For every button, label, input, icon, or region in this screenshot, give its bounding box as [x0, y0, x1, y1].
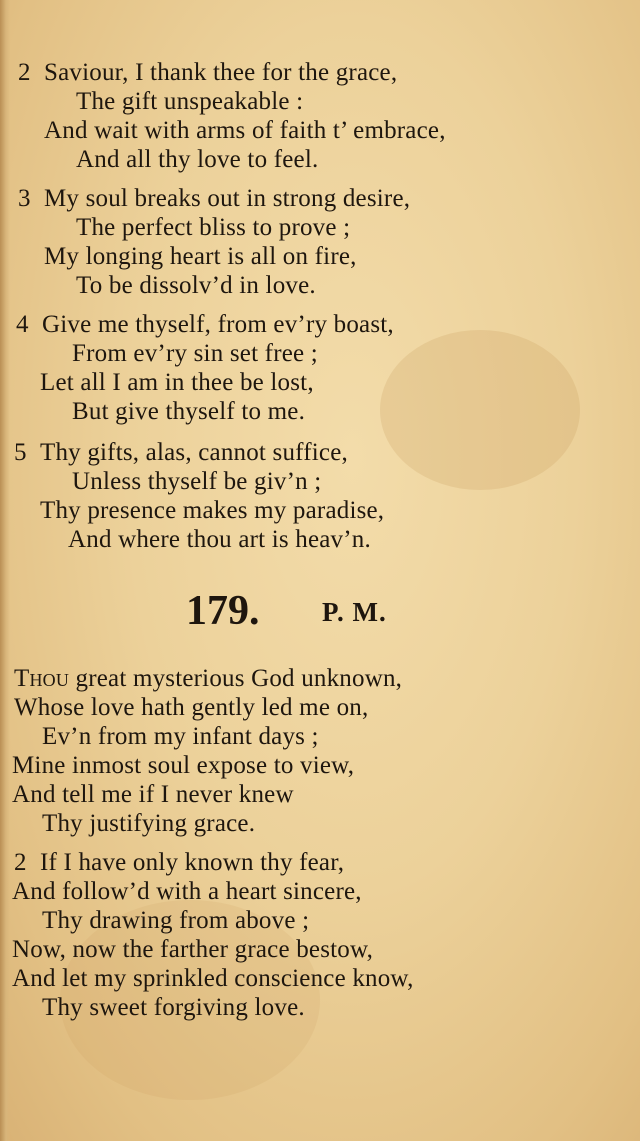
verse-line: Give me thyself, from ev’ry boast,	[42, 311, 394, 338]
stanza-number: 2	[18, 59, 31, 86]
verse-line: Thy drawing from above ;	[42, 907, 310, 934]
hymn-heading	[0, 586, 640, 636]
verse-line: My longing heart is all on fire,	[44, 243, 357, 270]
verse-line: Thy gifts, alas, cannot suffice,	[40, 439, 348, 466]
stanza-number: 2	[14, 849, 27, 876]
verse-line: And follow’d with a heart sincere,	[12, 878, 362, 905]
verse-line: If I have only known thy fear,	[40, 849, 345, 876]
verse-line: Ev’n from my infant days ;	[42, 723, 319, 750]
verse-line: great mysterious God unknown,	[69, 665, 403, 692]
stanza-number: 5	[14, 439, 27, 466]
verse-line: Thy sweet forgiving love.	[42, 994, 305, 1021]
verse-line: Now, now the farther grace bestow,	[12, 936, 374, 963]
verse-line: Thy presence makes my paradise,	[40, 497, 385, 524]
verse-line: The perfect bliss to prove ;	[76, 214, 351, 241]
verse-line: The gift unspeakable :	[76, 88, 304, 115]
stanza-number: 3	[18, 185, 31, 212]
verse-line: And let my sprinkled conscience know,	[12, 965, 414, 992]
paper-stain	[380, 330, 580, 490]
verse-line: Let all I am in thee be lost,	[40, 369, 314, 396]
stanza-number: 4	[16, 311, 29, 338]
verse-line: From ev’ry sin set free ;	[72, 340, 318, 367]
verse-line: Saviour, I thank thee for the grace,	[44, 59, 398, 86]
verse-line: Mine inmost soul expose to view,	[12, 752, 355, 779]
verse-line: My soul breaks out in strong desire,	[44, 185, 411, 212]
first-word: Thou	[14, 665, 70, 692]
hymn-meter: P. M.	[322, 597, 387, 627]
verse-line: And where thou art is heav’n.	[68, 526, 371, 553]
verse-line: And tell me if I never knew	[12, 781, 294, 808]
hymn-number: 179.	[186, 588, 260, 634]
verse-line: And all thy love to feel.	[76, 146, 319, 173]
verse-line: And wait with arms of faith t’ embrace,	[44, 117, 446, 144]
verse-line: Whose love hath gently led me on,	[14, 694, 369, 721]
verse-line: But give thyself to me.	[72, 398, 306, 425]
verse-line: To be dissolv’d in love.	[76, 272, 316, 299]
page-edge	[0, 0, 10, 1141]
verse-line: Unless thyself be giv’n ;	[72, 468, 322, 495]
verse-line: Thy justifying grace.	[42, 810, 256, 837]
